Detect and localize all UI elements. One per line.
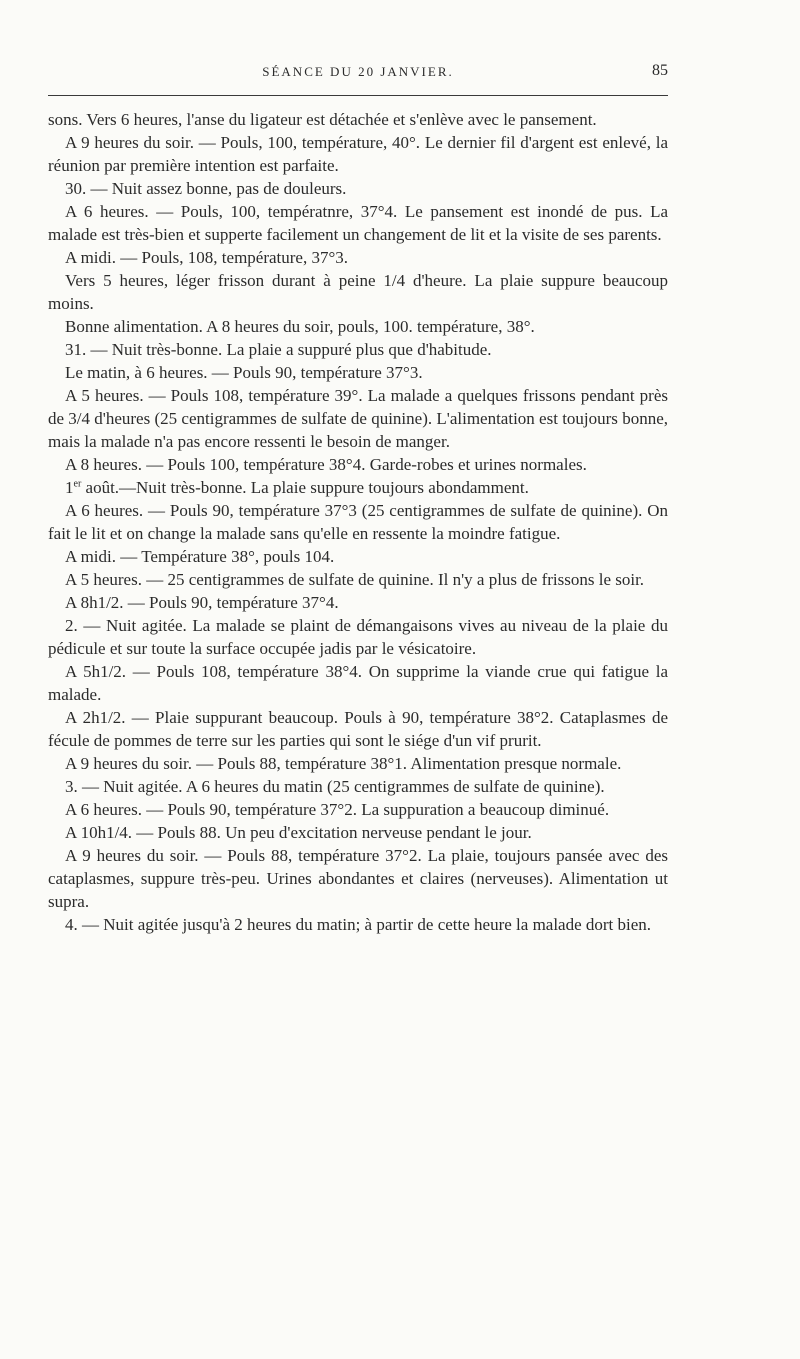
page-header: [48, 62, 668, 84]
page-body: [48, 108, 668, 936]
paragraph: Vers 5 heures, léger frisson durant à peine 1/4 d'heure. La plaie suppure beaucoup moins.: [48, 271, 668, 313]
paragraph: A 10h1/4. — Pouls 88. Un peu d'excitation nerveuse pendant le jour.: [65, 823, 532, 842]
paragraph: A 9 heures du soir. — Pouls 88, température 38°1. Alimentation presque normale.: [65, 754, 622, 773]
paragraph: A 5 heures. — 25 centigrammes de sulfate de quinine. Il n'y a plus de frissons le soir.: [65, 570, 645, 589]
paragraph: A 6 heures. — Pouls, 100, températnre, 37°4. Le pansement est inondé de pus. La malade est très-bien et supperte facilement un changement de lit et la visite de ses parents.: [48, 202, 668, 244]
paragraph: sons. Vers 6 heures, l'anse du ligateur est détachée et s'enlève avec le pansement.: [48, 110, 597, 129]
paragraph: A 5 heures. — Pouls 108, température 39°. La malade a quelques frissons pendant près de 3/4 d'heures (25 centigrammes de sulfate de quinine). L'alimentation est toujours bonne, mais la malade n'a pas encore ressenti le besoin de manger.: [48, 386, 668, 451]
paragraph: A 8 heures. — Pouls 100, température 38°4. Garde-robes et urines normales.: [65, 455, 587, 474]
ordinal-suffix: er: [73, 478, 82, 490]
paragraph: A 9 heures du soir. — Pouls, 100, température, 40°. Le dernier fil d'argent est enlevé, la réunion par première intention est parfaite.: [48, 133, 668, 175]
paragraph: A midi. — Température 38°, pouls 104.: [65, 547, 335, 566]
paragraph: [48, 476, 668, 499]
paragraph: A midi. — Pouls, 108, température, 37°3.: [65, 248, 349, 267]
paragraph: A 9 heures du soir. — Pouls 88, température 37°2. La plaie, toujours pansée avec des cataplasmes, suppure très-peu. Urines abondantes et claires (nerveuses). Alimentation ut supra.: [48, 846, 668, 911]
page-number: 85: [652, 62, 668, 79]
paragraph: A 6 heures. — Pouls 90, température 37°2. La suppuration a beaucoup diminué.: [65, 800, 610, 819]
paragraph: 3. — Nuit agitée. A 6 heures du matin (25 centigrammes de sulfate de quinine).: [65, 777, 605, 796]
paragraph: Le matin, à 6 heures. — Pouls 90, température 37°3.: [65, 363, 423, 382]
paragraph-text: août.—Nuit très-bonne. La plaie suppure toujours abondamment.: [81, 478, 529, 497]
paragraph: 30. — Nuit assez bonne, pas de douleurs.: [65, 179, 347, 198]
paragraph: A 6 heures. — Pouls 90, température 37°3 (25 centigrammes de sulfate de quinine). On fait le lit et on change la malade sans qu'elle en ressente la moindre fatigue.: [48, 501, 668, 543]
date-number: 1: [65, 478, 74, 497]
paragraph: 4. — Nuit agitée jusqu'à 2 heures du matin; à partir de cette heure la malade dort bien.: [65, 915, 652, 934]
paragraph: 31. — Nuit très-bonne. La plaie a suppuré plus que d'habitude.: [65, 340, 492, 359]
paragraph: A 5h1/2. — Pouls 108, température 38°4. On supprime la viande crue qui fatigue la malade.: [48, 662, 668, 704]
paragraph: Bonne alimentation. A 8 heures du soir, pouls, 100. température, 38°.: [65, 317, 535, 336]
paragraph: A 8h1/2. — Pouls 90, température 37°4.: [65, 593, 339, 612]
running-head: SÉANCE DU 20 JANVIER.: [262, 64, 454, 79]
paragraph: A 2h1/2. — Plaie suppurant beaucoup. Pouls à 90, température 38°2. Cataplasmes de fécule de pommes de terre sur les parties qui sont le siége d'un vif prurit.: [48, 708, 668, 750]
paragraph: 2. — Nuit agitée. La malade se plaint de démangaisons vives au niveau de la plaie du pédicule et sur toute la surface occupée jadis par le vésicatoire.: [48, 616, 668, 658]
header-rule: [48, 95, 668, 96]
